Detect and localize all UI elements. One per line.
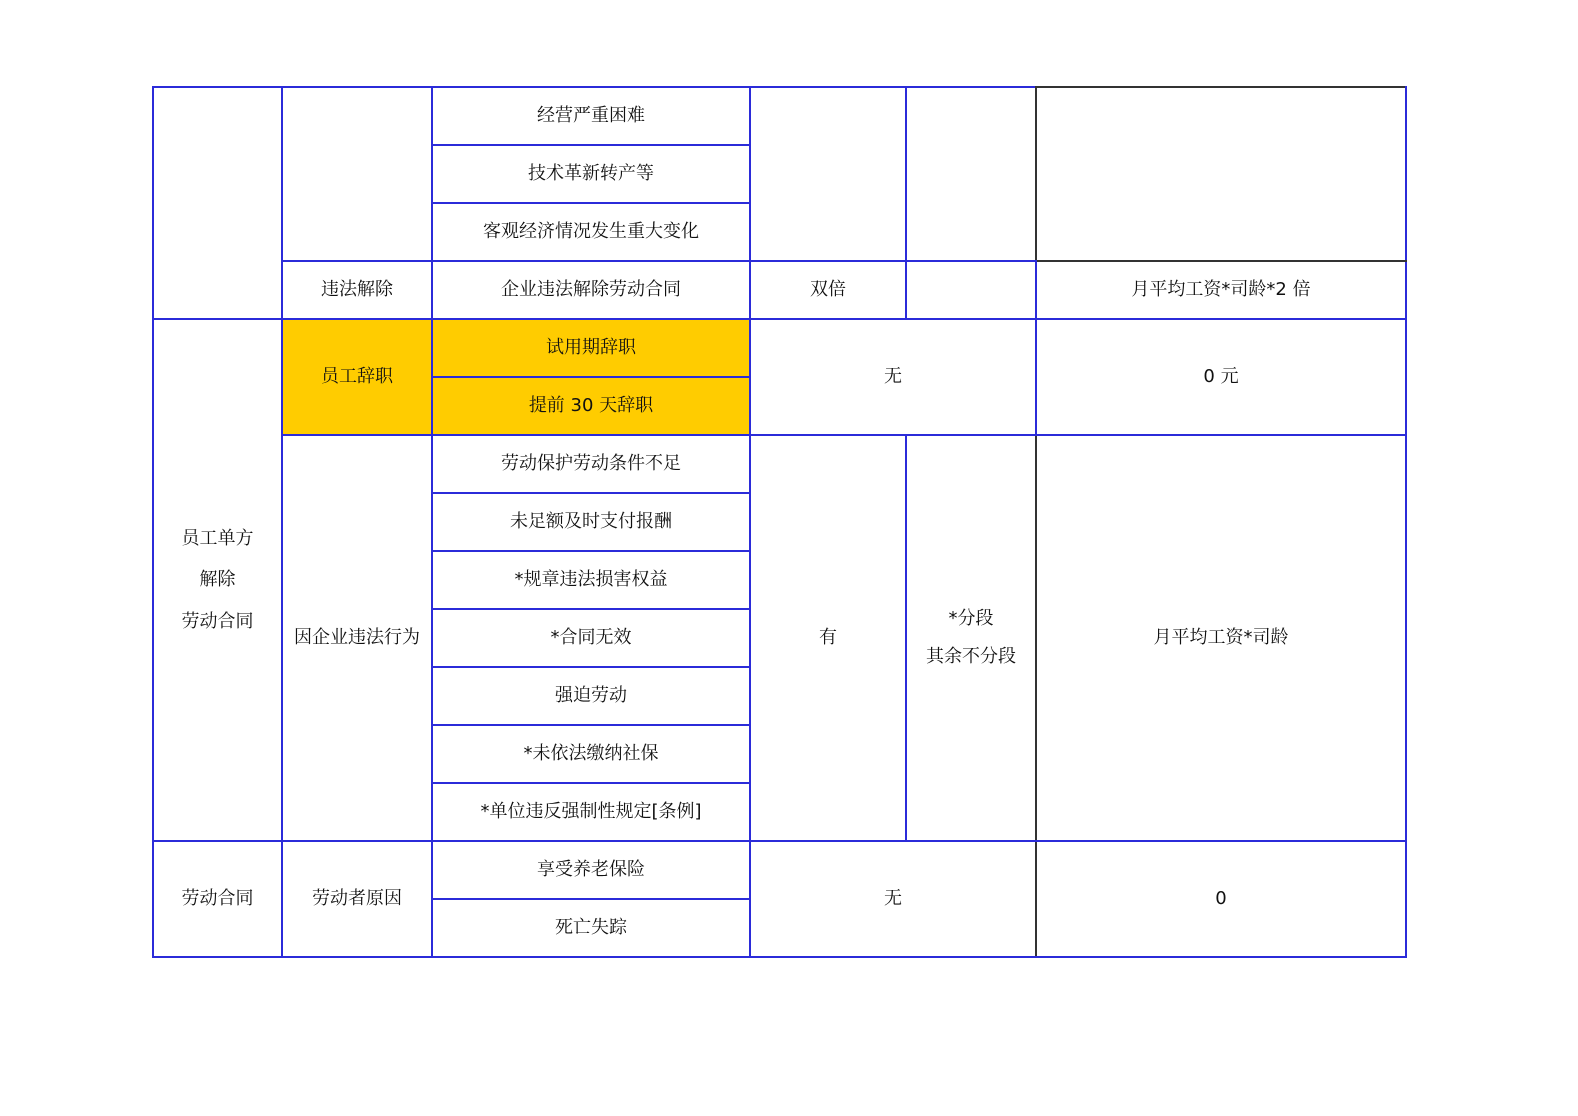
cell-type: 劳动者原因 — [282, 841, 432, 957]
cell-reason: 经营严重困难 — [432, 87, 750, 145]
segment-line: 其余不分段 — [926, 646, 1016, 667]
cell-category: 劳动合同 — [153, 841, 282, 957]
cell-compensation: 无 — [750, 841, 1036, 957]
category-line: 劳动合同 — [181, 610, 254, 632]
table-row — [153, 87, 1406, 145]
cell-formula: 月平均工资*司龄 — [1036, 435, 1406, 841]
cell-reason: *规章违法损害权益 — [432, 551, 750, 609]
cell-type-empty — [282, 87, 432, 261]
cell-compensation-empty — [750, 87, 906, 261]
cell-type: 违法解除 — [282, 261, 432, 319]
cell-reason: *合同无效 — [432, 609, 750, 667]
cell-compensation: 有 — [750, 435, 906, 841]
cell-reason: 技术革新转产等 — [432, 145, 750, 203]
compensation-table — [152, 86, 1407, 958]
cell-compensation: 双倍 — [750, 261, 906, 319]
table-row — [153, 841, 1406, 899]
category-line: 员工单方 — [181, 527, 254, 549]
category-line: 解除 — [199, 569, 236, 591]
cell-reason: 死亡失踪 — [432, 899, 750, 957]
cell-category — [153, 319, 282, 841]
cell-segment — [906, 261, 1036, 319]
cell-reason: 享受养老保险 — [432, 841, 750, 899]
cell-reason: 客观经济情况发生重大变化 — [432, 203, 750, 261]
cell-segment — [906, 435, 1036, 841]
cell-formula: 0 元 — [1036, 319, 1406, 435]
cell-type-highlight: 员工辞职 — [282, 319, 432, 435]
cell-reason: *未依法缴纳社保 — [432, 725, 750, 783]
cell-reason: 未足额及时支付报酬 — [432, 493, 750, 551]
cell-reason-highlight: 试用期辞职 — [432, 319, 750, 377]
cell-reason: 劳动保护劳动条件不足 — [432, 435, 750, 493]
table-row — [153, 261, 1406, 319]
cell-formula-empty — [1036, 87, 1406, 261]
cell-reason: 强迫劳动 — [432, 667, 750, 725]
cell-formula: 月平均工资*司龄*2 倍 — [1036, 261, 1406, 319]
cell-category-empty — [153, 87, 282, 319]
cell-compensation: 无 — [750, 319, 1036, 435]
cell-reason-highlight: 提前 30 天辞职 — [432, 377, 750, 435]
segment-line: *分段 — [948, 608, 994, 630]
cell-type: 因企业违法行为 — [282, 435, 432, 841]
cell-formula: 0 — [1036, 841, 1406, 957]
cell-reason: 企业违法解除劳动合同 — [432, 261, 750, 319]
cell-segment-empty — [906, 87, 1036, 261]
table-row — [153, 319, 1406, 377]
cell-reason: *单位违反强制性规定[条例] — [432, 783, 750, 841]
table-row — [153, 435, 1406, 493]
